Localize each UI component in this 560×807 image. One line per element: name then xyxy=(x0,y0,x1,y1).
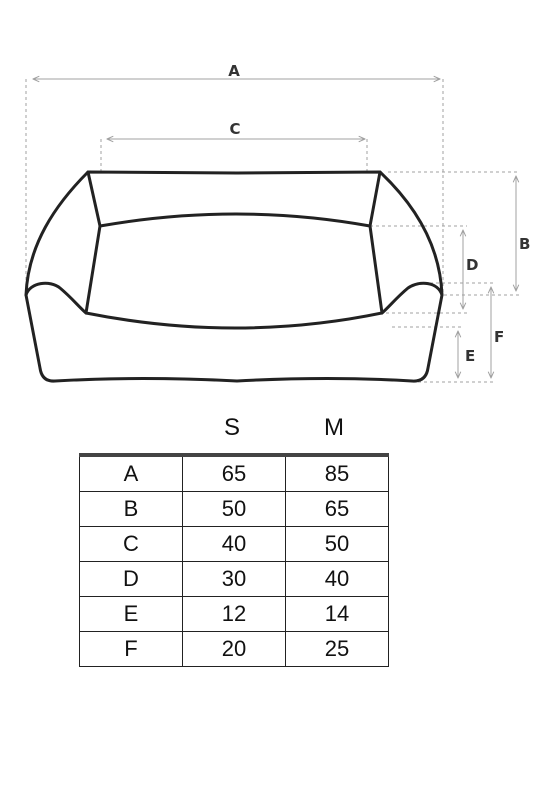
size-s-cell: 20 xyxy=(183,632,286,667)
table-row xyxy=(80,597,389,632)
bed-inner-corner-right xyxy=(370,172,380,226)
size-header-m: M xyxy=(324,414,344,441)
size-m-cell: 65 xyxy=(286,492,389,527)
size-m-cell: 25 xyxy=(286,632,389,667)
table-row xyxy=(80,562,389,597)
size-s-cell: 65 xyxy=(183,455,286,492)
dimension-cell: A xyxy=(80,455,183,492)
size-s-cell: 30 xyxy=(183,562,286,597)
pet-bed-outline xyxy=(26,172,442,381)
size-m-cell: 50 xyxy=(286,527,389,562)
table-row xyxy=(80,527,389,562)
dimension-cell: D xyxy=(80,562,183,597)
size-m-cell: 14 xyxy=(286,597,389,632)
dimension-cell: E xyxy=(80,597,183,632)
bed-right-armrest xyxy=(382,283,442,313)
size-table xyxy=(79,453,389,667)
table-row xyxy=(80,632,389,667)
dimension-label-f: F xyxy=(494,328,505,346)
dimension-label-e: E xyxy=(465,347,476,365)
table-row xyxy=(80,455,389,492)
dimension-label-d: D xyxy=(466,256,479,274)
size-header-s: S xyxy=(223,414,240,441)
size-s-cell: 50 xyxy=(183,492,286,527)
size-s-cell: 40 xyxy=(183,527,286,562)
dimension-cell: C xyxy=(80,527,183,562)
dimension-cell: F xyxy=(80,632,183,667)
bed-cushion xyxy=(86,214,382,328)
dimension-label-a: A xyxy=(228,62,240,80)
pet-bed-dimension-diagram xyxy=(0,0,560,400)
dimension-cell: B xyxy=(80,492,183,527)
dimension-label-c: C xyxy=(229,120,241,138)
size-m-cell: 85 xyxy=(286,455,389,492)
table-row xyxy=(80,492,389,527)
size-s-cell: 12 xyxy=(183,597,286,632)
bed-left-armrest xyxy=(26,283,86,313)
size-m-cell: 40 xyxy=(286,562,389,597)
dimension-label-b: B xyxy=(519,235,531,253)
bed-outer-silhouette xyxy=(26,172,442,381)
bed-inner-corner-left xyxy=(88,172,100,226)
